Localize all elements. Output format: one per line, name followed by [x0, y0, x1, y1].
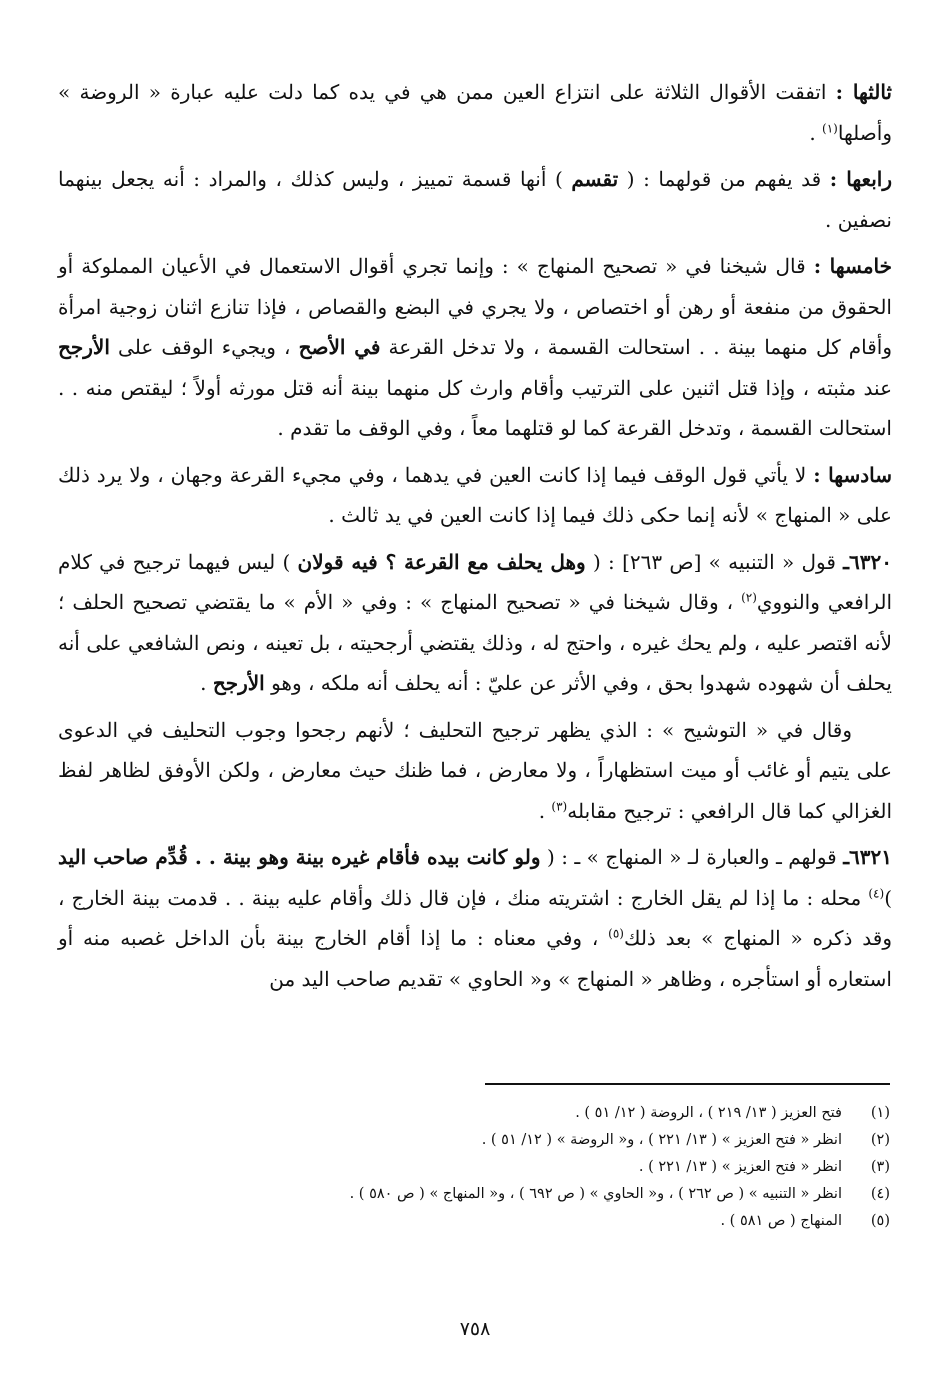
footnote-ref: (٣)	[551, 798, 568, 813]
footnote	[60, 1154, 890, 1181]
footnote	[60, 1208, 890, 1235]
paragraph	[58, 710, 892, 832]
footnote-number: (٤)	[870, 1186, 890, 1202]
footnote-text: انظر « فتح العزيز » ( ١٣/ ٢٢١ ) .	[638, 1159, 842, 1175]
bold-keyword: خامسها :	[813, 254, 893, 278]
footnote-text: المنهاج ( ص ٥٨١ ) .	[720, 1213, 842, 1229]
bold-keyword: تقسم	[571, 167, 619, 191]
paragraph	[58, 246, 892, 449]
text-run: لا يأتي قول الوقف فيما إذا كانت العين في يدهما ، وفي مجيء القرعة وجهان ، ولا يرد ذلك على « المنهاج » لأنه إنما حكى ذلك فيما إذا كانت العين في يد ثالث .	[58, 462, 892, 527]
bold-keyword: سادسها :	[813, 462, 892, 487]
footnote-number: (١)	[870, 1105, 890, 1121]
footnote-number: (٣)	[870, 1159, 890, 1175]
text-run: )	[884, 885, 892, 910]
text-run: ، وقال شيخنا في « تصحيح المنهاج » : وفي « الأم » ما يقتضي تصحيح الحلف ؛ لأنه اقتصر عليه ، ولم يحك غيره ، واحتج له ، وذلك يقتضي أرجحيته ، بل تعينه ، ونص الشافعي على أنه يحلف أن شهوده شهدوا بحق ، وفي الأثر عن عليّ : أنه يحلف أنه ملكه ، وهو	[58, 590, 892, 695]
text-run: قولهم ـ والعبارة لـ « المنهاج » ـ : (	[540, 845, 844, 869]
paragraph	[58, 72, 892, 153]
bold-keyword: الأرجح	[212, 671, 265, 695]
text-run: اتفقت الأقوال الثلاثة على انتزاع العين ممن هي في يده كما دلت عليه عبارة « الروضة » وأصلها	[58, 80, 892, 145]
footnote-number: (٢)	[870, 1132, 890, 1148]
paragraph	[58, 159, 892, 240]
footnote-ref: (٢)	[741, 590, 757, 605]
main-text	[58, 72, 892, 999]
text-run: ، ويجيء الوقف على	[109, 335, 299, 359]
footnote-number: (٥)	[870, 1213, 890, 1229]
text-run: .	[809, 120, 823, 145]
footnote-ref: (٥)	[608, 926, 624, 941]
paragraph	[58, 837, 892, 999]
page-number: ٧٥٨	[459, 1318, 491, 1340]
paragraph	[58, 542, 892, 704]
bold-keyword: ولو كانت بيده فأقام غيره بينة وهو بينة . . قُدِّم صاحب اليد	[58, 845, 541, 869]
text-run: عند مثبته ، وإذا قتل اثنين على الترتيب وأقام وارث كل منهما بينة أنه قتل مورثه أولاً ؛ ليقتص منه . . استحالت القسمة ، وتدخل القرعة كما لو قتلهما معاً ، وفي الوقف ما تقدم .	[58, 375, 892, 440]
footnote-text: انظر « فتح العزيز » ( ١٣/ ٢٢١ ) ، و« الروضة » ( ١٢/ ٥١ ) .	[481, 1132, 842, 1148]
footnote	[60, 1127, 890, 1154]
bold-keyword: رابعها :	[829, 167, 892, 191]
footnote	[60, 1100, 890, 1127]
footnote-separator	[485, 1083, 890, 1085]
paragraph	[58, 455, 892, 536]
text-run: .	[200, 671, 213, 695]
entry-number: ٦٣٢٠ـ	[843, 549, 892, 574]
bold-keyword: وهل يحلف مع القرعة ؟ فيه قولان	[297, 549, 586, 574]
text-run: محله : ما إذا لم يقل الخارج : اشتريته منك ، فإن قال ذلك وأقام عليه بينة . . قدمت بينة الخارج ، وقد ذكره « المنهاج » بعد ذلك	[58, 885, 892, 950]
text-run: .	[538, 798, 552, 823]
text-run: وقال في « التوشيح » : الذي يظهر ترجيح التحليف ؛ لأنهم رجحوا وجوب التحليف في الدعوى على يتيم أو غائب أو ميت استظهاراً ، ولا معارض ، فما ظنك حيث معارض ، ولكن الأوفق لظاهر لفظ الغزالي كما قال الرافعي : ترجيح مقابله	[58, 717, 892, 823]
bold-keyword: الأرجح	[58, 335, 110, 359]
text-run: قد يفهم من قولهما : (	[618, 167, 830, 191]
footnote-text: انظر « التنبيه » ( ص ٢٦٢ ) ، و« الحاوي » ( ص ٦٩٢ ) ، و« المنهاج » ( ص ٥٨٠ ) .	[349, 1186, 842, 1202]
footnote-ref: (٤)	[868, 885, 885, 900]
footnotes	[60, 1100, 890, 1235]
text-run: قال شيخنا في « تصحيح المنهاج » : وإنما تجري أقوال الاستعمال في الأعيان المملوكة أو الحقوق من منفعة أو رهن أو اختصاص ، ولا يجري في البضع والقصاص ، فإذا تنازع اثنان زوجية امرأة وأقام كل منهما بينة . . استحالت القسمة ، ولا تدخل القرعة	[58, 254, 892, 359]
bold-keyword: ثالثها :	[835, 80, 892, 104]
text-run: ، وفي معناه : ما إذا أقام الخارج بينة بأن الداخل غصبه منه أو استعاره أو استأجره ، وظاهر « المنهاج » و« الحاوي » تقديم صاحب اليد من	[58, 926, 892, 991]
text-run: ) أنها قسمة تمييز ، وليس كذلك ، والمراد : أنه يجعل بينهما نصفين .	[58, 167, 892, 232]
footnote-text: فتح العزيز ( ١٣/ ٢١٩ ) ، الروضة ( ١٢/ ٥١ ) .	[575, 1105, 842, 1121]
footnote-ref: (١)	[822, 120, 838, 135]
entry-number: ٦٣٢١ـ	[843, 845, 893, 869]
footnote	[60, 1181, 890, 1208]
text-run: ) ليس فيهما ترجيح في كلام الرافعي والنووي	[58, 549, 892, 614]
text-run: قول « التنبيه » [ص ٢٦٣] : (	[585, 549, 844, 574]
bold-keyword: في الأصح	[298, 335, 381, 359]
